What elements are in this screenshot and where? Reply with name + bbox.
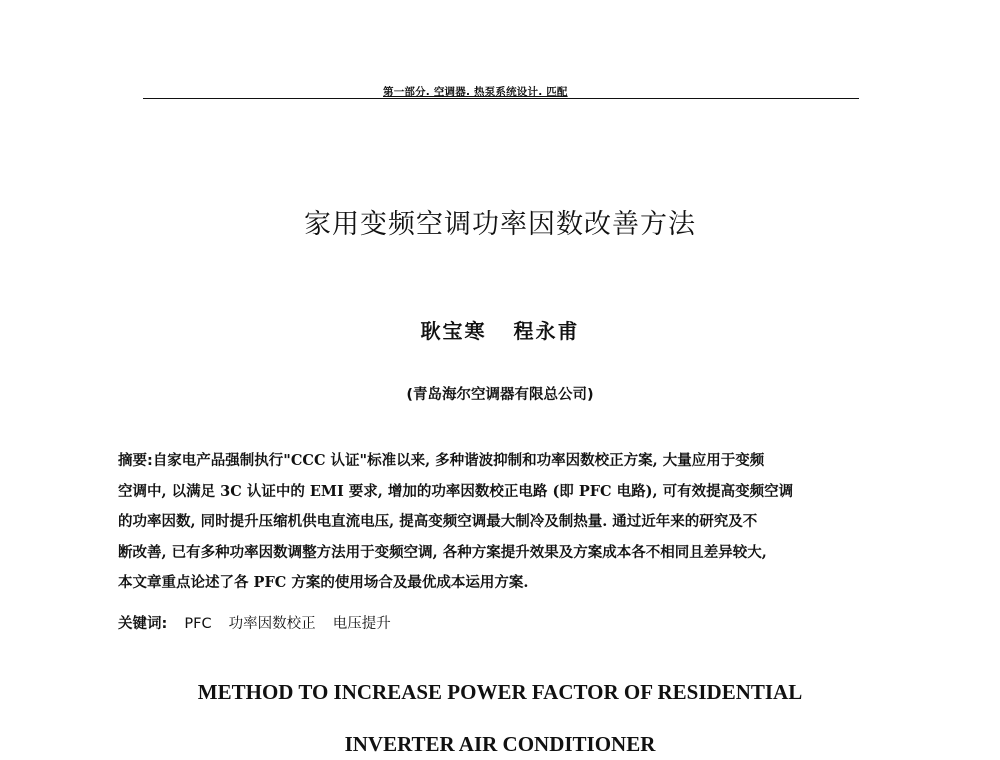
abstract bbox=[118, 446, 870, 599]
abstract-label: 摘要: bbox=[118, 453, 153, 469]
keyword: 功率因数校正 bbox=[228, 616, 316, 632]
keyword: PFC bbox=[184, 616, 212, 632]
paper-title-english-line2: INVERTER AIR CONDITIONER bbox=[344, 732, 656, 756]
paper-title-english-line1: METHOD TO INCREASE POWER FACTOR OF RESIDENTIAL bbox=[197, 680, 803, 704]
abstract-line bbox=[118, 446, 870, 477]
abstract-line: 断改善, 已有多种功率因数调整方法用于变频空调, 各种方案提升效果及方案成本各不相同且差异较大, bbox=[118, 543, 767, 561]
keywords-label: 关键词: bbox=[118, 616, 168, 632]
author-name: 耿宝寒 bbox=[420, 319, 487, 343]
author-name: 程永甫 bbox=[513, 319, 580, 343]
abstract-line: 的功率因数, 同时提升压缩机供电直流电压, 提高变频空调最大制冷及制热量. 通过近年来的研究及不 bbox=[118, 513, 758, 530]
author-list bbox=[0, 318, 1000, 344]
header-rule bbox=[143, 98, 859, 99]
paper-title-chinese: 家用变频空调功率因数改善方法 bbox=[304, 209, 696, 240]
keywords bbox=[118, 612, 391, 636]
affiliation: (青岛海尔空调器有限总公司) bbox=[406, 387, 594, 403]
keyword: 电压提升 bbox=[332, 616, 391, 632]
abstract-line: 空调中, 以满足 3C 认证中的 EMI 要求, 增加的功率因数校正电路 (即 PFC 电路), 可有效提高变频空调 bbox=[118, 482, 794, 500]
running-title: 第一部分. 空调器. 热泵系统设计. 匹配 bbox=[383, 86, 568, 98]
running-header bbox=[143, 86, 859, 104]
abstract-text: 自家电产品强制执行"CCC 认证"标准以来, 多种谐波抑制和功率因数校正方案, 大量应用于变频 bbox=[152, 452, 765, 469]
abstract-line: 本文章重点论述了各 PFC 方案的使用场合及最优成本运用方案. bbox=[118, 574, 529, 591]
